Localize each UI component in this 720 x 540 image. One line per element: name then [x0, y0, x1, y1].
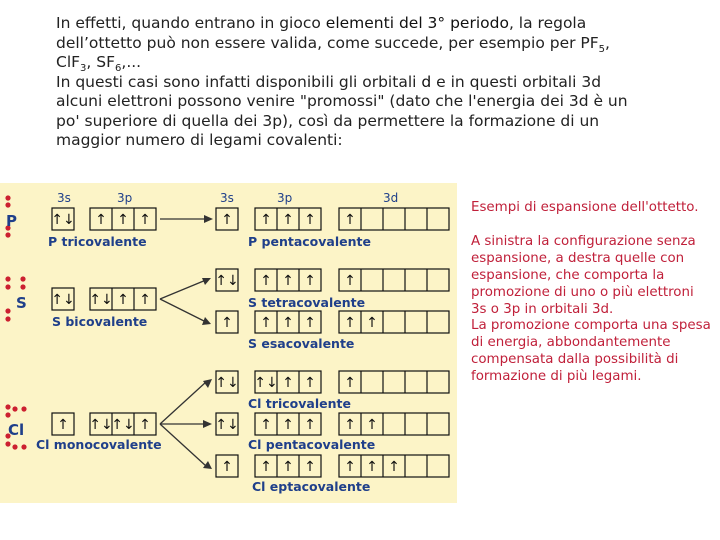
electron-up: ↑ [57, 417, 69, 433]
electron-up: ↑ [344, 375, 356, 391]
electron-up: ↑ [366, 459, 378, 475]
intro-text: ,... [121, 53, 142, 71]
electron-up: ↑ [139, 212, 151, 228]
label-s-bicovalente: S bicovalente [52, 314, 148, 329]
electron-up: ↑ [282, 375, 294, 391]
electron-pair: ↑↓ [215, 273, 239, 289]
electron-pair: ↑↓ [111, 417, 135, 433]
intro-text: , [605, 33, 610, 52]
electron-up: ↑ [304, 417, 316, 433]
intro-text: In effetti, quando entrano in gioco [56, 14, 326, 32]
electron-up: ↑ [260, 273, 272, 289]
intro-emphasis: d [421, 72, 432, 91]
intro-text: maggior numero di legami covalenti: [56, 131, 343, 149]
side-caption [471, 200, 711, 386]
intro-text: ClF [56, 53, 81, 71]
electron-up: ↑ [304, 315, 316, 331]
electron-up: ↑ [304, 212, 316, 228]
caption-title: Esempi di espansione dell'ottetto. [471, 200, 699, 215]
label-p-tricovalente: P tricovalente [48, 234, 147, 249]
electron-up: ↑ [344, 273, 356, 289]
intro-text: , SF [86, 53, 116, 71]
electron-up: ↑ [282, 315, 294, 331]
lewis-dots [5, 195, 26, 449]
caption-body: La promozione comporta una spesa di energia, abbondantemente compensata dalla possibilità di formazione di più legami. [471, 318, 711, 385]
electron-up: ↑ [344, 417, 356, 433]
electron-up: ↑ [366, 417, 378, 433]
electron-up: ↑ [139, 292, 151, 308]
label-p-pentacovalente: P pentacovalente [248, 234, 371, 249]
intro-text: dell’ottetto può non essere valida, come succede, per esempio per PF [56, 33, 599, 52]
element-symbol-cl: Cl [8, 421, 25, 439]
orbital-diagram [0, 183, 457, 503]
electron-up: ↑ [282, 417, 294, 433]
intro-text: po' superiore di quella dei 3p), così da permettere la formazione di un [56, 111, 600, 130]
electron-up: ↑ [139, 417, 151, 433]
electron-up: ↑ [282, 273, 294, 289]
subscript: 6 [115, 63, 122, 75]
electron-up: ↑ [260, 212, 272, 228]
label-s-esacovalente: S esacovalente [248, 336, 355, 351]
intro-emphasis: elementi del 3° periodo [325, 14, 509, 32]
arrow-heads [202, 215, 213, 469]
intro-text: e in questi orbitali 3d [431, 72, 602, 91]
electron-pair: ↑↓ [254, 375, 278, 391]
caption-body: A sinistra la configurazione senza espansione, a destra quelle con espansione, che comporta la promozione di uno o più elettroni 3s o 3p in orbitali 3d. [471, 233, 696, 317]
electron-pair: ↑↓ [215, 375, 239, 391]
electron-up: ↑ [95, 212, 107, 228]
electron-up: ↑ [221, 315, 233, 331]
label-cl-eptacovalente: Cl eptacovalente [252, 479, 371, 494]
electron-up: ↑ [260, 315, 272, 331]
electron-up: ↑ [304, 459, 316, 475]
label-s-tetracovalente: S tetracovalente [248, 295, 366, 310]
electron-up: ↑ [366, 315, 378, 331]
electron-up: ↑ [221, 459, 233, 475]
header-3p-left: 3p [117, 191, 133, 205]
intro-text: alcuni elettroni possono venire "promossi" (dato che l'energia dei 3d è un [56, 92, 628, 110]
electron-up: ↑ [221, 212, 233, 228]
subscript: 3 [80, 63, 87, 75]
header-3d: 3d [383, 191, 399, 205]
element-symbol-p: P [6, 212, 17, 230]
label-cl-monocovalente: Cl monocovalente [36, 437, 162, 452]
header-3p-right: 3p [277, 191, 293, 205]
subscript: 5 [598, 43, 606, 55]
electron-up: ↑ [344, 459, 356, 475]
electron-up: ↑ [260, 459, 272, 475]
electron-up: ↑ [304, 273, 316, 289]
label-cl-pentacovalente: Cl pentacovalente [248, 437, 376, 452]
electron-pair: ↑↓ [51, 212, 75, 228]
intro-text: , la regola [508, 14, 587, 32]
electron-up: ↑ [282, 212, 294, 228]
electron-pair: ↑↓ [89, 417, 113, 433]
promotion-arrows [160, 219, 208, 466]
electron-up: ↑ [344, 315, 356, 331]
electron-pair: ↑↓ [89, 292, 113, 308]
electron-up: ↑ [304, 375, 316, 391]
header-3s-right: 3s [220, 191, 234, 205]
electron-up: ↑ [344, 212, 356, 228]
element-symbol-s: S [16, 294, 27, 312]
label-cl-tricovalente: Cl tricovalente [248, 396, 351, 411]
electron-up: ↑ [282, 459, 294, 475]
electron-up: ↑ [117, 212, 129, 228]
electron-up: ↑ [388, 459, 400, 475]
intro-paragraph [56, 14, 666, 151]
electron-pair: ↑↓ [51, 292, 75, 308]
electron-up: ↑ [117, 292, 129, 308]
orbital-diagram-svg [0, 183, 457, 503]
electron-up: ↑ [260, 417, 272, 433]
electron-pair: ↑↓ [215, 417, 239, 433]
header-3s-left: 3s [57, 191, 71, 205]
intro-text: In questi casi sono infatti disponibili gli orbitali [56, 72, 422, 91]
